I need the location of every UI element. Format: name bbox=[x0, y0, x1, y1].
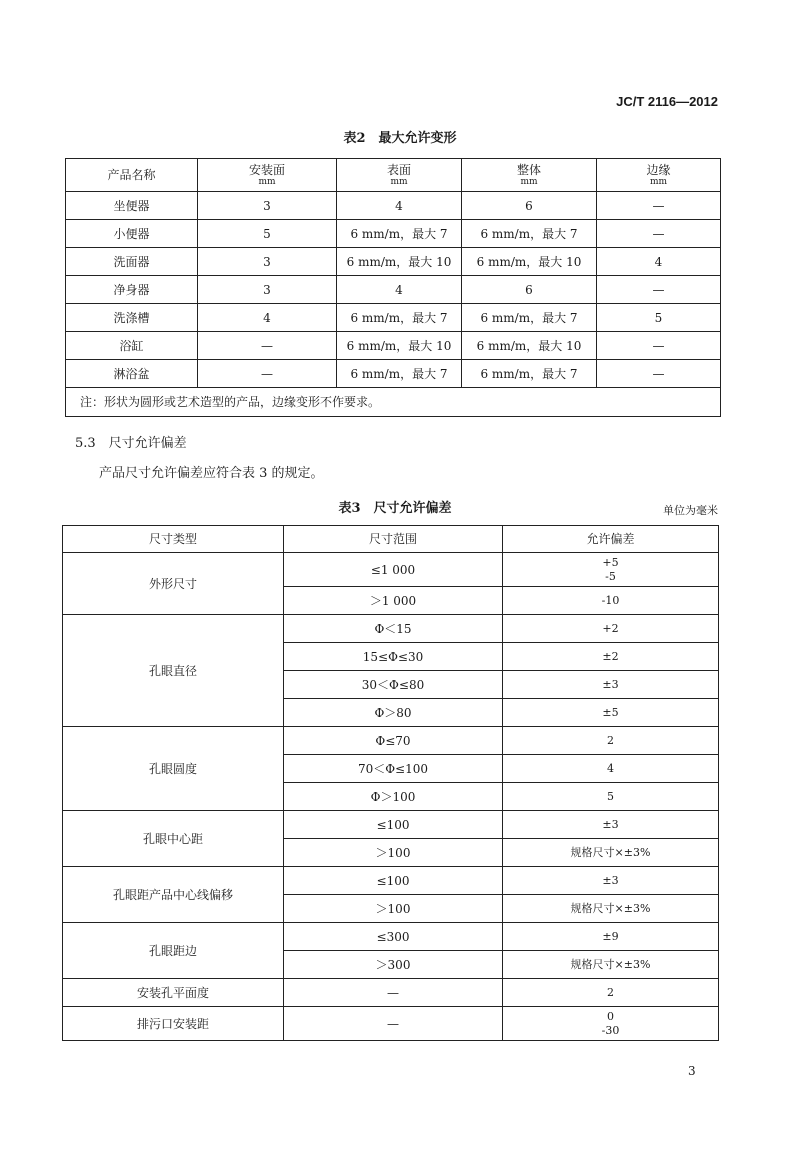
tolerance-cell: ±3 bbox=[503, 867, 719, 895]
table-cell: 6 mm/m，最大 7 bbox=[462, 304, 597, 332]
table2-header-cell bbox=[337, 159, 462, 192]
range-cell: ＞1 000 bbox=[284, 587, 503, 615]
table-cell: 6 mm/m，最大 7 bbox=[337, 220, 462, 248]
tolerance-cell: +2 bbox=[503, 615, 719, 643]
range-cell: 15≤Φ≤30 bbox=[284, 643, 503, 671]
table-cell: 5 bbox=[198, 220, 337, 248]
table-cell: 6 mm/m，最大 7 bbox=[462, 360, 597, 388]
table-cell: 小便器 bbox=[66, 220, 198, 248]
range-cell: ≤100 bbox=[284, 867, 503, 895]
table-cell: 3 bbox=[198, 276, 337, 304]
table-cell: 6 mm/m，最大 7 bbox=[337, 360, 462, 388]
column-unit: mm bbox=[390, 176, 408, 187]
table-row bbox=[63, 923, 719, 951]
range-cell: Φ＜15 bbox=[284, 615, 503, 643]
column-name: 边缘 bbox=[646, 162, 671, 177]
range-cell: ＞100 bbox=[284, 839, 503, 867]
table-cell: 坐便器 bbox=[66, 192, 198, 220]
table-cell: 洗面器 bbox=[66, 248, 198, 276]
dimension-type-cell: 排污口安装距 bbox=[63, 1007, 284, 1041]
section-heading: 5.3 尺寸允许偏差 bbox=[75, 436, 187, 451]
range-cell: ＞100 bbox=[284, 895, 503, 923]
tolerance-cell: ±5 bbox=[503, 699, 719, 727]
range-cell: ≤1 000 bbox=[284, 553, 503, 587]
tolerance-cell: 规格尺寸×±3% bbox=[503, 839, 719, 867]
table-cell: 洗涤槽 bbox=[66, 304, 198, 332]
table2-header-cell bbox=[597, 159, 721, 192]
table-row bbox=[63, 811, 719, 839]
table-cell: 4 bbox=[337, 276, 462, 304]
dimension-type-cell: 外形尺寸 bbox=[63, 553, 284, 615]
table3-title: 表3 尺寸允许偏差 bbox=[338, 501, 452, 516]
table-cell: 6 mm/m，最大 10 bbox=[462, 248, 597, 276]
table-row bbox=[66, 192, 721, 220]
column-name: 整体 bbox=[516, 162, 541, 177]
dimension-type-cell: 安装孔平面度 bbox=[63, 979, 284, 1007]
tolerance-cell: -10 bbox=[503, 587, 719, 615]
table2-note: 注：形状为圆形或艺术造型的产品，边缘变形不作要求。 bbox=[66, 388, 721, 417]
table-row bbox=[63, 615, 719, 643]
table-cell: — bbox=[597, 360, 721, 388]
table-cell: 6 mm/m，最大 10 bbox=[337, 332, 462, 360]
dimension-type-cell: 孔眼中心距 bbox=[63, 811, 284, 867]
table-cell: 4 bbox=[337, 192, 462, 220]
table-cell: 6 mm/m，最大 7 bbox=[337, 304, 462, 332]
table3 bbox=[62, 525, 719, 1041]
table3-header-cell: 允许偏差 bbox=[503, 526, 719, 553]
range-cell: ≤100 bbox=[284, 811, 503, 839]
table-row bbox=[63, 867, 719, 895]
table-cell: — bbox=[597, 332, 721, 360]
table-cell: 6 bbox=[462, 192, 597, 220]
range-cell: — bbox=[284, 1007, 503, 1041]
table-row bbox=[66, 220, 721, 248]
table-row bbox=[66, 276, 721, 304]
standard-code: JC/T 2116—2012 bbox=[616, 94, 718, 109]
range-cell: 30＜Φ≤80 bbox=[284, 671, 503, 699]
table-cell: — bbox=[597, 192, 721, 220]
table-cell: 3 bbox=[198, 248, 337, 276]
table2-title: 表2 最大允许变形 bbox=[343, 131, 457, 146]
dimension-type-cell: 孔眼距边 bbox=[63, 923, 284, 979]
page-number: 3 bbox=[688, 1064, 696, 1078]
table2-note-row bbox=[66, 388, 721, 417]
tolerance-cell: ±3 bbox=[503, 671, 719, 699]
table-cell: — bbox=[597, 276, 721, 304]
table-row bbox=[63, 1007, 719, 1041]
tolerance-cell: ±3 bbox=[503, 811, 719, 839]
range-cell: 70＜Φ≤100 bbox=[284, 755, 503, 783]
dimension-type-cell: 孔眼圆度 bbox=[63, 727, 284, 811]
table-row bbox=[66, 332, 721, 360]
table-cell: 浴缸 bbox=[66, 332, 198, 360]
tolerance-cell: 2 bbox=[503, 979, 719, 1007]
column-unit: mm bbox=[520, 176, 538, 187]
table-row bbox=[66, 304, 721, 332]
range-cell: — bbox=[284, 979, 503, 1007]
column-name: 表面 bbox=[386, 162, 411, 177]
table-cell: — bbox=[597, 220, 721, 248]
tolerance-cell: ±9 bbox=[503, 923, 719, 951]
table-cell: — bbox=[198, 360, 337, 388]
column-unit: mm bbox=[649, 176, 668, 187]
table-cell: 6 bbox=[462, 276, 597, 304]
table3-header-cell: 尺寸范围 bbox=[284, 526, 503, 553]
range-cell: ≤300 bbox=[284, 923, 503, 951]
tolerance-cell: 规格尺寸×±3% bbox=[503, 895, 719, 923]
dimension-type-cell: 孔眼距产品中心线偏移 bbox=[63, 867, 284, 923]
table2 bbox=[65, 158, 721, 417]
table-row bbox=[63, 553, 719, 587]
table-row bbox=[66, 248, 721, 276]
tolerance-cell: 5 bbox=[503, 783, 719, 811]
table3-header-cell: 尺寸类型 bbox=[63, 526, 284, 553]
table-cell: 6 mm/m，最大 7 bbox=[462, 220, 597, 248]
column-name: 产品名称 bbox=[107, 168, 156, 182]
section-body: 产品尺寸允许偏差应符合表 3 的规定。 bbox=[99, 466, 324, 481]
tolerance-cell: 2 bbox=[503, 727, 719, 755]
range-cell: ＞300 bbox=[284, 951, 503, 979]
table-cell: 6 mm/m，最大 10 bbox=[337, 248, 462, 276]
range-cell: Φ＞80 bbox=[284, 699, 503, 727]
table-cell: 5 bbox=[597, 304, 721, 332]
table-row bbox=[63, 979, 719, 1007]
column-name: 安装面 bbox=[248, 162, 285, 177]
table3-unit-note: 单位为毫米 bbox=[663, 504, 718, 517]
table-cell: 净身器 bbox=[66, 276, 198, 304]
table-cell: 3 bbox=[198, 192, 337, 220]
tolerance-cell: ±2 bbox=[503, 643, 719, 671]
tolerance-cell: 0 -30 bbox=[503, 1007, 719, 1041]
table3-header-row bbox=[63, 526, 719, 553]
range-cell: Φ≤70 bbox=[284, 727, 503, 755]
tolerance-cell: +5 -5 bbox=[503, 553, 719, 587]
table-cell: 淋浴盆 bbox=[66, 360, 198, 388]
table2-header-cell bbox=[462, 159, 597, 192]
tolerance-cell: 4 bbox=[503, 755, 719, 783]
dimension-type-cell: 孔眼直径 bbox=[63, 615, 284, 727]
table-row bbox=[63, 727, 719, 755]
table-cell: 4 bbox=[597, 248, 721, 276]
tolerance-cell: 规格尺寸×±3% bbox=[503, 951, 719, 979]
table-cell: 4 bbox=[198, 304, 337, 332]
table2-header-cell bbox=[66, 159, 198, 192]
table-row bbox=[66, 360, 721, 388]
table2-header-row bbox=[66, 159, 721, 192]
table-cell: — bbox=[198, 332, 337, 360]
range-cell: Φ＞100 bbox=[284, 783, 503, 811]
table-cell: 6 mm/m，最大 10 bbox=[462, 332, 597, 360]
column-unit: mm bbox=[258, 176, 276, 187]
table2-header-cell bbox=[198, 159, 337, 192]
